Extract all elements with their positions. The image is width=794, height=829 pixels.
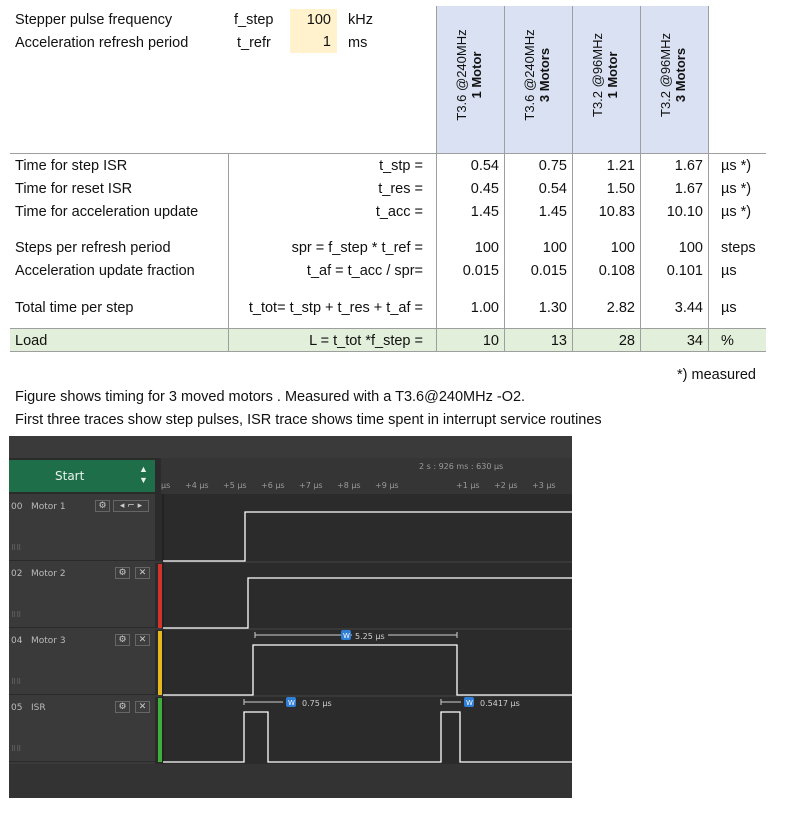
channel-number: 05 (11, 703, 23, 713)
row-label: Time for reset ISR (15, 181, 133, 197)
row-value: 0.54 (538, 181, 567, 197)
row-value: 1.45 (538, 204, 567, 220)
tick-label: +9 µs (375, 481, 399, 490)
channel-name: Motor 2 (31, 569, 66, 579)
load-top-rule (10, 328, 766, 329)
start-button[interactable] (9, 460, 155, 492)
column-header-0 (436, 6, 504, 154)
row-value: 0.101 (666, 263, 703, 279)
row-value: 100 (542, 240, 567, 256)
column-header-line2: 1 Motor (469, 51, 484, 99)
tick-label: +2 µs (494, 481, 518, 490)
row-formula: t_af = t_acc / spr= (306, 263, 423, 279)
tick-label: +6 µs (261, 481, 285, 490)
pulse-freq-value[interactable]: 100 (290, 9, 337, 31)
row-value: 100 (678, 240, 703, 256)
drag-handle-icon[interactable]: ⠿⠿ (11, 678, 22, 686)
row-formula: t_acc = (375, 204, 423, 220)
close-icon[interactable]: ✕ (135, 701, 150, 713)
row-value: 0.108 (598, 263, 635, 279)
row-value: 1.45 (470, 204, 499, 220)
measurement-tag-label: W (343, 632, 350, 640)
column-header-line1: T3.6 @240MHz (522, 29, 537, 121)
row-value: 28 (618, 333, 635, 349)
row-formula: t_stp = (379, 158, 423, 174)
tick-label: +7 µs (299, 481, 323, 490)
row-value: 100 (610, 240, 635, 256)
row-formula: spr = f_step * t_ref = (291, 240, 423, 256)
table-top-rule (10, 153, 766, 154)
row-unit: µs *) (721, 204, 752, 220)
channel-number: 00 (11, 502, 23, 512)
refresh-period-unit: ms (348, 35, 368, 51)
column-header-line2: 3 Motors (537, 47, 552, 103)
row-value: 0.015 (530, 263, 567, 279)
start-label: Start (55, 469, 85, 483)
tick-label: +5 µs (223, 481, 247, 490)
row-value: 34 (686, 333, 703, 349)
row-value: 1.67 (674, 181, 703, 197)
column-header-line1: T3.6 @240MHz (454, 29, 469, 121)
trigger-icon[interactable]: ◂ ⌐ ▸ (113, 500, 149, 512)
row-label: Load (15, 333, 48, 349)
row-label: Steps per refresh period (15, 240, 171, 256)
row-unit: µs *) (721, 181, 752, 197)
row-unit: µs (721, 263, 737, 279)
channel-row[interactable] (9, 500, 155, 561)
start-stepper-icon[interactable]: ▲ ▼ (139, 464, 148, 485)
tick-label: +8 µs (337, 481, 361, 490)
refresh-period-symbol: t_refr (237, 35, 271, 51)
row-value: 1.21 (606, 158, 635, 174)
row-value: 0.75 (538, 158, 567, 174)
column-header-line1: T3.2 @96MHz (658, 33, 673, 117)
row-value: 2.82 (606, 300, 635, 316)
refresh-period-value[interactable]: 1 (290, 31, 337, 53)
footnote: *) measured (677, 367, 756, 383)
close-icon[interactable]: ✕ (135, 634, 150, 646)
row-formula: L = t_tot *f_step = (309, 333, 423, 349)
tick-label: +1 µs (456, 481, 480, 490)
measurement-value: 5.25 µs (355, 632, 385, 641)
channel-row[interactable] (9, 701, 155, 762)
analyzer-bottom-area (9, 764, 572, 798)
measurement-tag-label: W (466, 699, 473, 707)
column-header-line2: 1 Motor (605, 51, 620, 99)
pulse-freq-label: Stepper pulse frequency (15, 12, 173, 28)
row-value: 1.30 (538, 300, 567, 316)
row-label: Time for acceleration update (15, 204, 199, 220)
drag-handle-icon[interactable]: ⠿⠿ (11, 745, 22, 753)
row-value: 1.50 (606, 181, 635, 197)
gear-icon[interactable]: ⚙ (95, 500, 110, 512)
analyzer-top-bar (9, 436, 572, 458)
row-value: 10.83 (598, 204, 635, 220)
time-header: 2 s : 926 ms : 630 µs (419, 462, 504, 471)
column-header-1 (504, 6, 572, 154)
row-value: 1.00 (470, 300, 499, 316)
gear-icon[interactable]: ⚙ (115, 701, 130, 713)
channel-name: ISR (31, 703, 46, 713)
row-value: 0.015 (462, 263, 499, 279)
measurement-value: 0.75 µs (302, 699, 332, 708)
row-formula: t_res = (378, 181, 423, 197)
row-value: 10 (482, 333, 499, 349)
measurement-tag-label: W (288, 699, 295, 707)
row-unit: µs (721, 300, 737, 316)
row-value: 10.10 (666, 204, 703, 220)
tick-label: µs (161, 481, 171, 490)
drag-handle-icon[interactable]: ⠿⠿ (11, 544, 22, 552)
caption-line1: Figure shows timing for 3 moved motors . Measured with a T3.6@240MHz -O2. (15, 389, 526, 405)
row-unit: % (721, 333, 734, 349)
logic-analyzer-capture (9, 436, 572, 798)
column-header-line2: 3 Motors (673, 47, 688, 103)
pulse-freq-symbol: f_step (234, 12, 274, 28)
row-value: 3.44 (674, 300, 703, 316)
waveform-area (155, 494, 572, 764)
row-formula: t_tot= t_stp + t_res + t_af = (248, 300, 423, 316)
row-value: 13 (550, 333, 567, 349)
gear-icon[interactable]: ⚙ (115, 567, 130, 579)
drag-handle-icon[interactable]: ⠿⠿ (11, 611, 22, 619)
row-unit: µs *) (721, 158, 752, 174)
column-header-line1: T3.2 @96MHz (590, 33, 605, 117)
gear-icon[interactable]: ⚙ (115, 634, 130, 646)
tick-label: +3 µs (532, 481, 556, 490)
row-value: 0.54 (470, 158, 499, 174)
channel-number: 04 (11, 636, 23, 646)
row-label: Time for step ISR (15, 158, 128, 174)
close-icon[interactable]: ✕ (135, 567, 150, 579)
column-header-2 (572, 6, 640, 154)
caption-line2: First three traces show step pulses, ISR trace shows time spent in interrupt service routines (15, 412, 602, 428)
column-header-3 (640, 6, 708, 154)
load-bottom-rule (10, 351, 766, 352)
row-unit: steps (721, 240, 756, 256)
row-value: 1.67 (674, 158, 703, 174)
channel-name: Motor 1 (31, 502, 66, 512)
row-value: 0.45 (470, 181, 499, 197)
tick-label: +4 µs (185, 481, 209, 490)
refresh-period-label: Acceleration refresh period (15, 35, 189, 51)
channel-number: 02 (11, 569, 23, 579)
channel-row[interactable] (9, 567, 155, 628)
measurement-value: 0.5417 µs (480, 699, 520, 708)
channel-name: Motor 3 (31, 636, 66, 646)
row-label: Acceleration update fraction (15, 263, 195, 279)
channel-row[interactable] (9, 634, 155, 695)
row-label: Total time per step (15, 300, 134, 316)
row-value: 100 (474, 240, 499, 256)
pulse-freq-unit: kHz (348, 12, 373, 28)
grid-vline-col4 (708, 6, 709, 351)
